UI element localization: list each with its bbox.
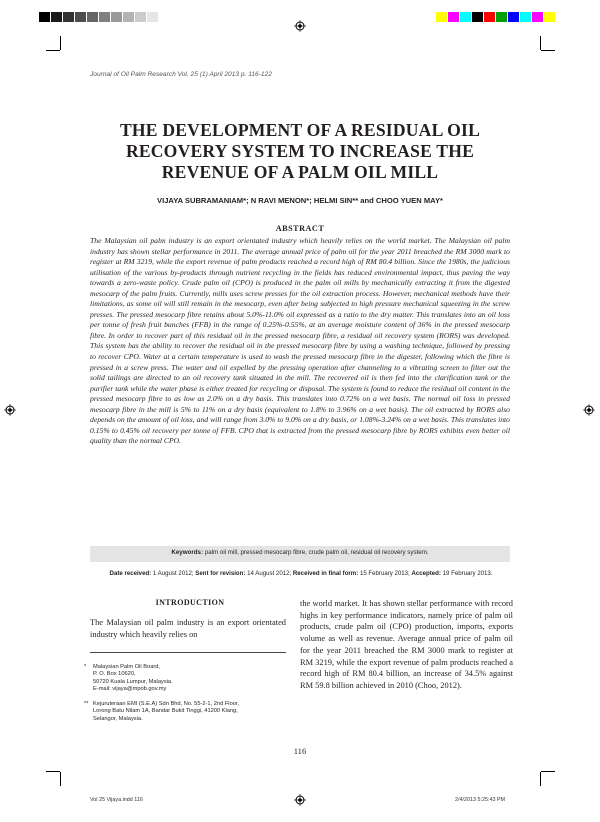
crop-mark <box>541 771 555 772</box>
footnote-line: 50720 Kuala Lumpur, Malaysia. <box>93 678 173 685</box>
footnote <box>84 701 294 723</box>
intro-right-column: the world market. It has shown stellar performance with record highs in key performance indicators, namely price of palm oil products, crude palm oil (CPO) production, imports, exports volume as well as revenue. Average annual price of palm oil for the year 2011 breached the RM 3000 mark to register at RM 3219, while the export revenue of palm products reached a record high of RM 80.4 billion, an increase of 34.5% against RM 59.8 billion achieved in 2010 (Choo, 2012). <box>300 599 513 690</box>
date-value: 1 August 2012; <box>152 570 194 577</box>
footnote-marker: * <box>84 664 87 670</box>
footnote-line: Kejuruteraan EMI (S.E.A) Sdn Bhd, No. 55-2-1, 2nd Floor, <box>93 701 240 707</box>
color-swatch <box>496 12 508 22</box>
color-swatch <box>75 12 87 22</box>
color-swatch <box>484 12 496 22</box>
color-swatch <box>532 12 544 22</box>
date-label: Sent for revision: <box>195 570 246 577</box>
color-swatch <box>508 12 520 22</box>
color-swatch <box>135 12 147 22</box>
crop-mark <box>540 36 541 50</box>
color-swatch <box>544 12 556 22</box>
date-value: 14 August 2012; <box>247 570 292 577</box>
footnote-line: Malaysian Palm Oil Board, <box>93 664 161 670</box>
color-swatch <box>460 12 472 22</box>
color-swatch <box>51 12 63 22</box>
footnote <box>84 664 294 693</box>
date-value: 19 February 2013. <box>442 570 493 577</box>
keywords-label: Keywords: <box>171 549 204 556</box>
abstract-heading: ABSTRACT <box>275 224 325 233</box>
color-swatch <box>99 12 111 22</box>
intro-left-column: The Malaysian oil palm industry is an export orientated industry which heavily relies on <box>90 618 286 639</box>
date-label: Received in final form: <box>292 570 359 577</box>
page-title <box>90 120 510 183</box>
color-swatch <box>39 12 51 22</box>
footnote-line: Selangor, Malaysia. <box>93 715 143 722</box>
keywords <box>90 549 510 556</box>
crop-mark <box>540 772 541 786</box>
footnote-marker: ** <box>84 701 89 707</box>
page-number: 116 <box>293 746 307 756</box>
title-line: RECOVERY SYSTEM TO INCREASE THE <box>125 141 475 161</box>
crop-mark <box>46 771 60 772</box>
crop-mark <box>541 50 555 51</box>
journal-reference: Journal of Oil Palm Research Vol. 25 (1) April 2013 p. 116-122 <box>90 71 272 78</box>
color-swatch <box>472 12 484 22</box>
section-heading: INTRODUCTION <box>155 598 225 607</box>
abstract-text: The Malaysian oil palm industry is an export orientated industry which heavily relies on the world market. The Malaysian oil palm industry has shown stellar performance in 2011. The average annual price of palm oil for the year 2011 breached the RM 3000 mark to register at RM 3219, while the export revenue of palm products reached a record high of RM 80.4 billion. Since the 1980s, the judicious utilisation of the various by-products through nutrient recycling in the fields has reduced environmental impact, thus paving the way towards a zero-waste policy. Crude palm oil (CPO) is produced in the palm oil mills by mechanically extracting it from the digested mesocarp of the palm fruits. Currently, mills uses screw presses for the oil extraction process. However, mechanical methods have their limitations, as some oil will still remain in the mesocarp, even after being subjected to high pressure mechanical squeezing in the screw presses. The pressed mesocarp fibre retains about 5.0%-11.0% oil expressed as a ratio to the dry matter. This translates into an oil loss per tonne of fresh fruit bunches (FFB) in the range of 0.25%-0.55%, at an average moisture content of 36% in the pressed mesocarp fibre. In order to recover part of this residual oil in the pressed mesocarp fibre, a residual oil recovery system (RORS) was developed. This system has the ability to recover the residual oil in the pressed mesocarp fibre by using a washing technique, followed by pressing to recover CPO. Water at a certain temperature is used to wash the pressed mesocarp fibre in the digester, following which the fibre is pressed in a screw press. The water and oil expelled by the pressing operation after channeling to a vibrating screen to filter out the solid tailings are directed to an oil recovery tank situated in the mill. The recovered oil is then fed into the clarification tank or the purifier tank while the water phase is either treated for recycling or disposal. The system is found to reduce the residual oil content in the pressed mesocarp fibre to as low as 2.0% on a dry basis. This translates into 0.72% on a wet basis. The normal oil loss in pressed mesocarp fibre in the mill is 5% to 11% on a dry basis (equivalent to 1.8% to 3.96% on a wet basis). The oil extracted by RORS also depends on the amount of oil loss, and will range from 3.0% to 9.0% on a dry basis, or 1.08%-3.24% on a wet basis. This translates into 0.15% to 0.45% oil recovery per tonne of FFB. CPO that is extracted from the pressed mesocarp fibre by RORS exhibits even better oil quality than the normal CPO. <box>90 236 510 446</box>
color-swatch <box>520 12 532 22</box>
color-swatch <box>111 12 123 22</box>
title-line: THE DEVELOPMENT OF A RESIDUAL OIL <box>119 120 481 140</box>
footnote-divider <box>90 652 286 653</box>
color-swatch <box>123 12 135 22</box>
grey-registration-bar <box>39 12 171 22</box>
color-swatch <box>147 12 159 22</box>
color-swatch <box>436 12 448 22</box>
date-label: Accepted: <box>411 570 441 577</box>
registration-target-icon <box>294 20 306 32</box>
color-swatch <box>556 12 568 22</box>
registration-target-icon <box>294 794 306 806</box>
crop-mark <box>46 50 60 51</box>
print-slug-file: Vol 25 Vijaya.indd 116 <box>90 797 143 803</box>
footnote-line: E-mail: vijaya@mpob.gov.my <box>93 685 167 692</box>
crop-mark <box>60 36 61 50</box>
date-value: 15 February 2013; <box>359 570 410 577</box>
color-swatch <box>63 12 75 22</box>
date-label: Date received: <box>109 570 152 577</box>
crop-mark <box>60 772 61 786</box>
title-line: REVENUE OF A PALM OIL MILL <box>161 162 439 182</box>
author-list: VIJAYA SUBRAMANIAM*; N RAVI MENON*; HELMI SIN** and CHOO YUEN MAY* <box>157 196 443 205</box>
color-swatch <box>159 12 171 22</box>
footnote-line: P. O. Box 10620, <box>93 671 136 678</box>
registration-target-icon <box>4 404 16 416</box>
color-swatch <box>87 12 99 22</box>
print-slug-timestamp: 2/4/2013 5:25:43 PM <box>455 797 506 803</box>
registration-target-icon <box>583 404 595 416</box>
submission-dates <box>86 570 516 577</box>
color-swatch <box>448 12 460 22</box>
footnote-line: Lorong Batu Nilam 1A, Bandar Bukit Tinggi, 41200 Klang, <box>93 708 238 715</box>
color-registration-bar <box>436 12 568 22</box>
keywords-text: palm oil mill, pressed mesocarp fibre, crude palm oil, residual oil recovery system. <box>204 549 429 556</box>
